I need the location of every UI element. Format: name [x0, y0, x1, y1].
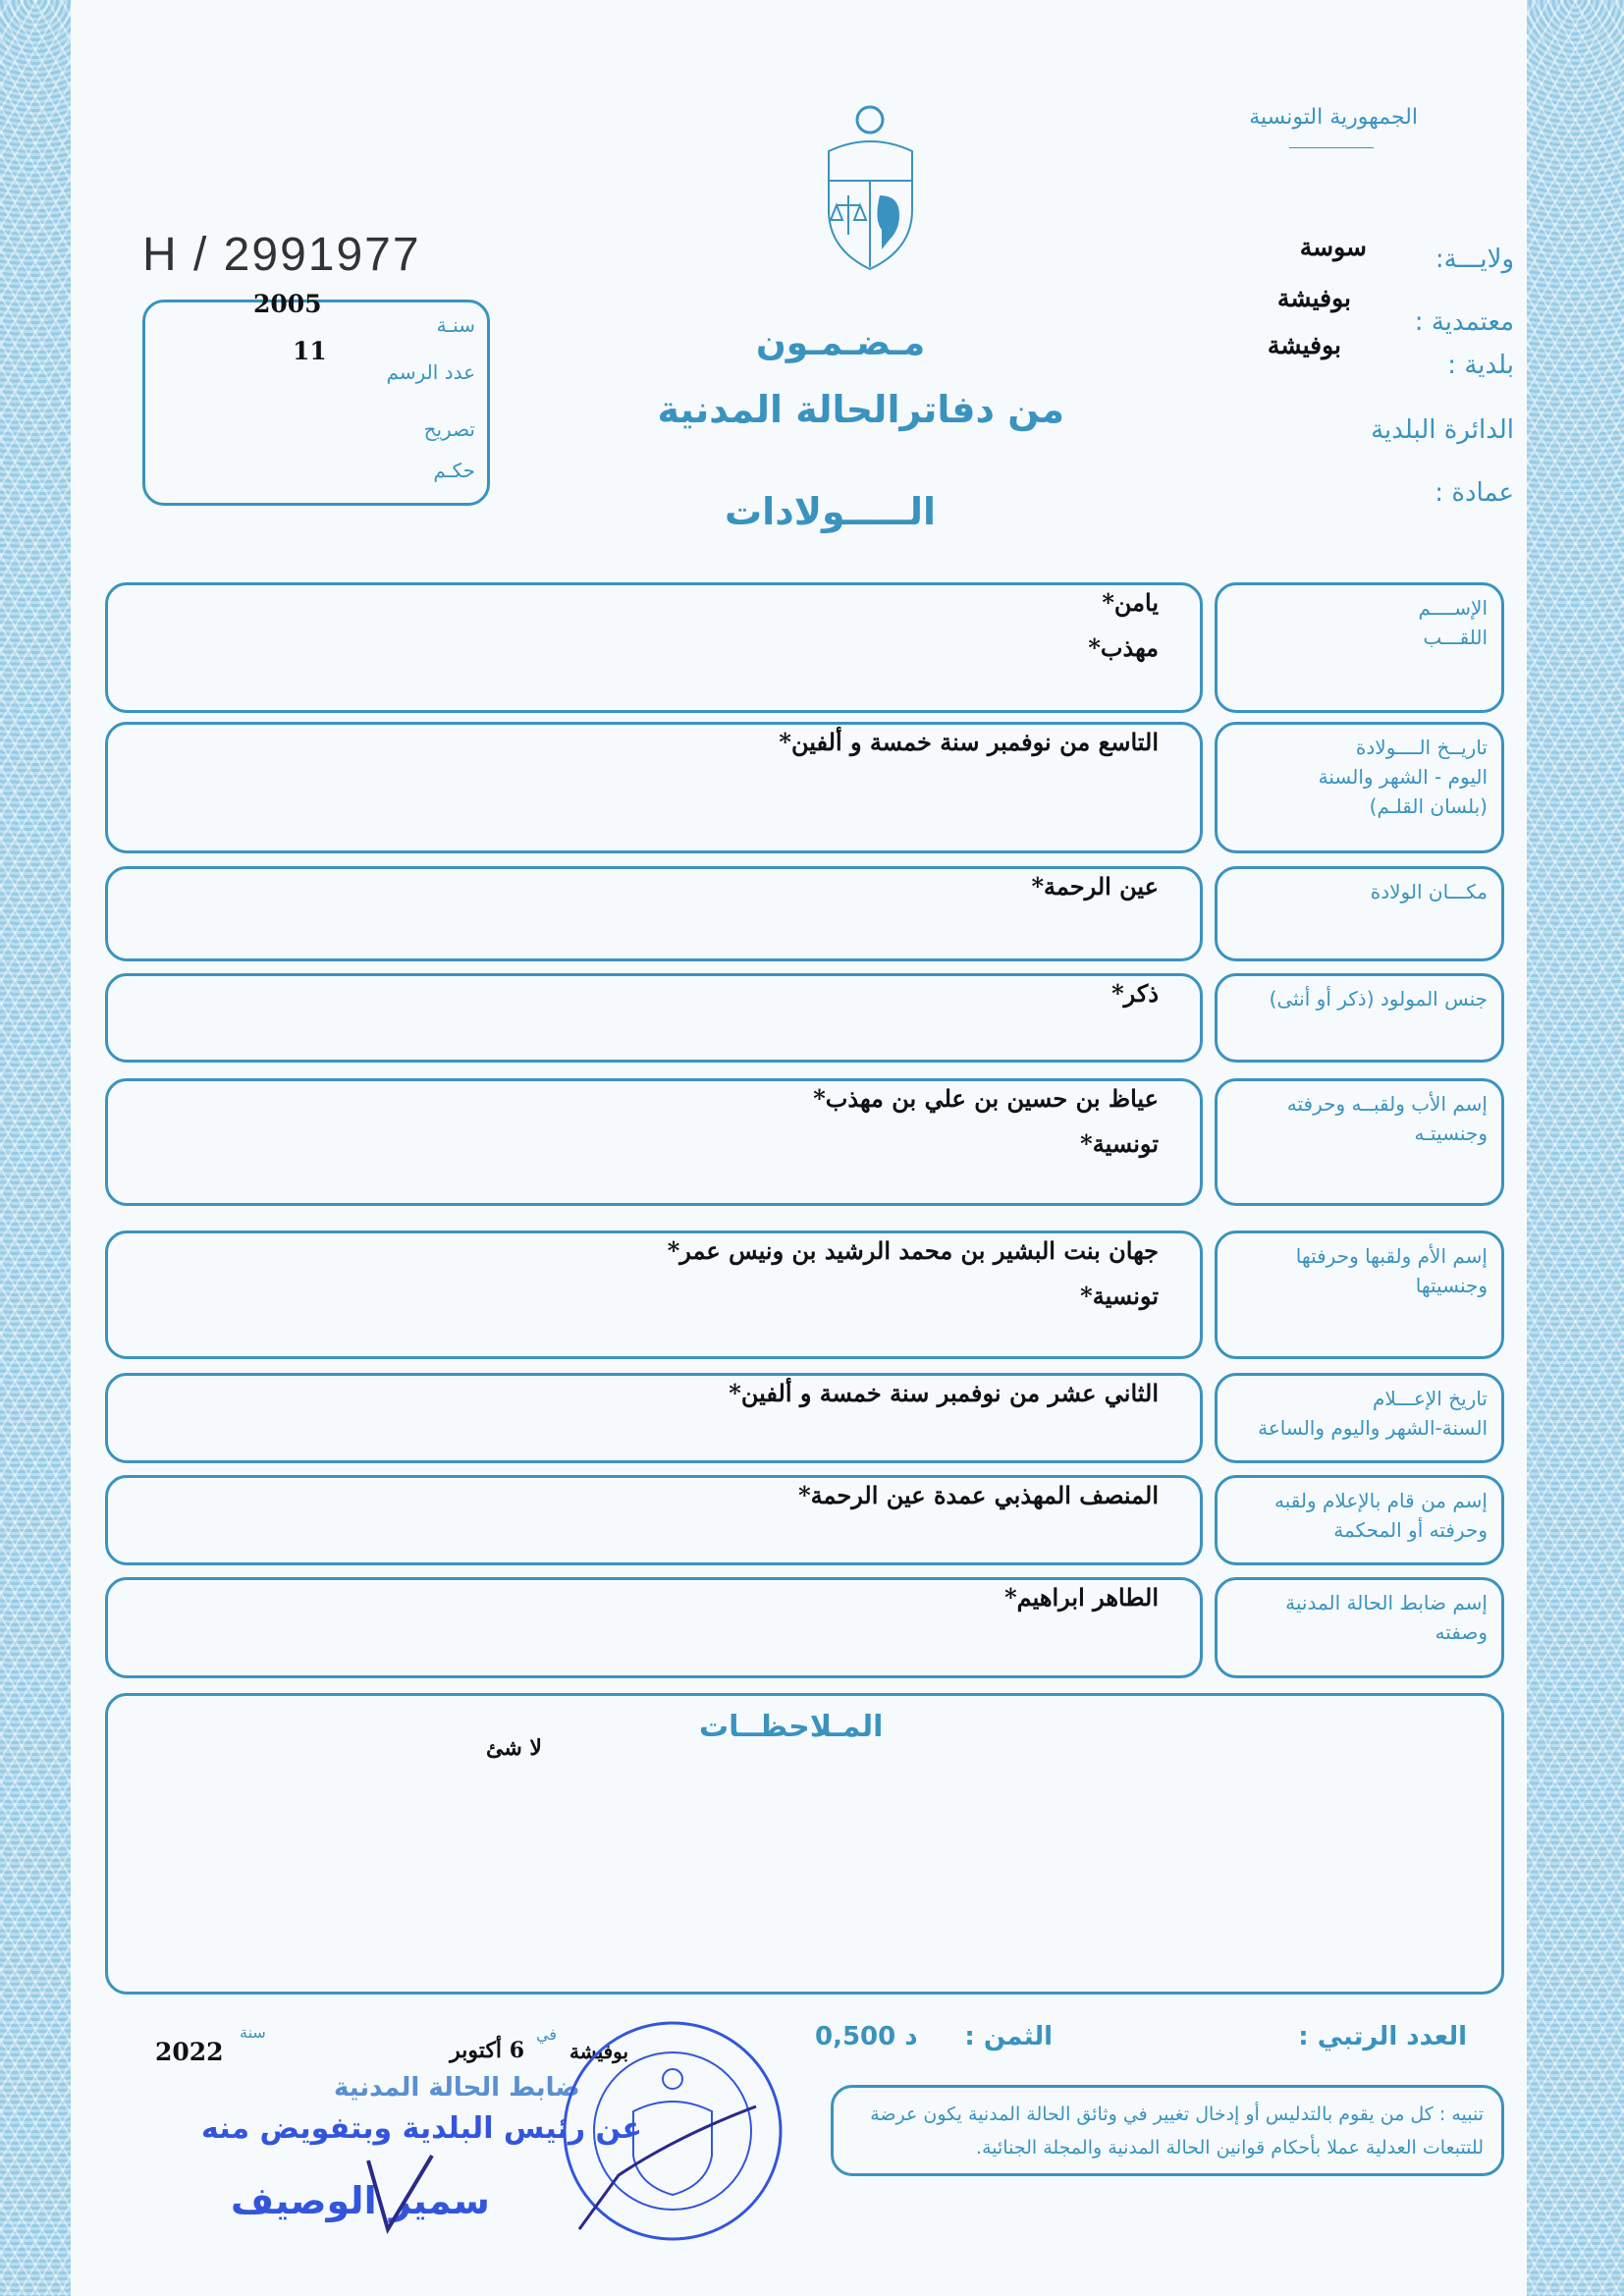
notice-box — [831, 2085, 1504, 2176]
serial-count-label: العدد الرتبي : — [1298, 2022, 1467, 2051]
field-value: يامن* — [1102, 588, 1159, 617]
label-box — [1215, 1577, 1504, 1678]
year-label: سنـة — [436, 313, 475, 337]
field-value: تونسية* — [1080, 1129, 1159, 1158]
label-box — [1215, 1230, 1504, 1359]
document-title: مـضـمـون — [756, 323, 926, 363]
signatory-name-stamp: سمير الوصيف — [231, 2179, 490, 2222]
field-value: التاسع من نوفمبر سنة خمسة و ألفين* — [779, 728, 1159, 756]
field-label: اللقـــب — [1423, 626, 1488, 649]
governorate-label: ولايـــة: — [1435, 245, 1514, 274]
security-border-left — [0, 0, 71, 2296]
municipality-value: بوفيشة — [1267, 331, 1341, 359]
mayor-delegation-stamp: عن رئيس البلدية وبتفويض منه — [201, 2111, 643, 2146]
issue-date: 6 أكتوبر — [450, 2038, 524, 2063]
serial-number: H / 2991977 — [142, 229, 421, 281]
field-value: ذكر* — [1111, 979, 1159, 1008]
officer-title-stamp: ضابط الحالة المدنية — [334, 2073, 580, 2103]
act-number-value: 11 — [293, 337, 327, 365]
section-title: الـــــولادات — [725, 490, 937, 533]
field-label: (بلسان القلـم) — [1369, 794, 1488, 818]
field-label: إسم ضابط الحالة المدنية — [1285, 1591, 1488, 1614]
field-label: السنة-الشهر واليوم والساعة — [1258, 1416, 1488, 1440]
label-box — [1215, 1373, 1504, 1463]
field-label: إسم الأب ولقبــه وحرفته — [1286, 1092, 1488, 1116]
issue-year-label: سنة — [240, 2023, 266, 2042]
label-box — [1215, 866, 1504, 961]
district-label: الدائرة البلدية — [1371, 415, 1514, 445]
divider-ornament — [1289, 147, 1374, 148]
field-label: إسم من قام بالإعلام ولقبه — [1274, 1489, 1488, 1512]
issue-place: بوفيشة — [569, 2040, 629, 2063]
security-border-right — [1527, 0, 1624, 2296]
field-value: جهان بنت البشير بن محمد الرشيد بن ونيس عمر* — [667, 1236, 1159, 1265]
label-box — [1215, 1078, 1504, 1206]
field-label: وجنسيتها — [1415, 1274, 1488, 1297]
governorate-value: سوسة — [1299, 233, 1367, 261]
delegation-value: بوفيشة — [1276, 284, 1351, 312]
field-label: تاريخ الإعـــلام — [1373, 1387, 1488, 1410]
field-value: تونسية* — [1080, 1282, 1159, 1310]
judgment-label: حكـم — [433, 459, 475, 482]
value-box — [105, 973, 1203, 1063]
field-label: مكـــان الولادة — [1370, 880, 1488, 903]
remarks-label: المـلاحظــات — [699, 1710, 884, 1744]
year-value: 2005 — [253, 290, 322, 318]
field-value: عياظ بن حسين بن علي بن مهذب* — [813, 1084, 1159, 1113]
republic-title: الجمهورية التونسية — [1249, 105, 1418, 130]
legal-notice: تنبيه : كل من يقوم بالتدليس أو إدخال تغيير في وثائق الحالة المدنية يكون عرضة للتتبعات العدلية عملا بأحكام قوانين الحالة المدنية والمجلة الجنائية. — [870, 2104, 1484, 2159]
price-label: الثمن : — [964, 2022, 1053, 2051]
field-label: وجنسيتـه — [1414, 1121, 1488, 1145]
signature — [363, 2151, 442, 2239]
label-box — [1215, 973, 1504, 1063]
label-box — [1215, 722, 1504, 853]
sector-label: عمادة : — [1435, 478, 1514, 508]
field-label: وصفته — [1435, 1620, 1488, 1644]
field-value: الثاني عشر من نوفمبر سنة خمسة و ألفين* — [729, 1379, 1159, 1407]
label-box — [1215, 582, 1504, 713]
field-value: المنصف المهذبي عمدة عين الرحمة* — [798, 1481, 1159, 1509]
delegation-label: معتمدية : — [1414, 307, 1514, 337]
field-value: مهذب* — [1088, 633, 1159, 662]
act-number-label: عدد الرسم — [386, 360, 475, 384]
declaration-label: تصريح — [423, 417, 475, 441]
field-value: الطاهر ابراهيم* — [1004, 1583, 1159, 1612]
issue-in-label: في — [536, 2025, 557, 2044]
tunisia-emblem — [819, 102, 922, 271]
document-subtitle: من دفاترالحالة المدنية — [657, 388, 1064, 431]
field-value: عين الرحمة* — [1031, 872, 1159, 901]
label-box — [1215, 1475, 1504, 1565]
issue-year: 2022 — [155, 2038, 224, 2066]
municipality-label: بلدية : — [1447, 351, 1514, 380]
remarks-value: لا شئ — [486, 1735, 542, 1761]
field-label: وحرفته أو المحكمة — [1333, 1518, 1488, 1542]
field-label: جنس المولود (ذكر أو أنثى) — [1269, 987, 1488, 1011]
field-label: تاريــخ الــــولادة — [1355, 736, 1488, 759]
value-box — [105, 582, 1203, 713]
price-value: 0,500 د — [815, 2022, 918, 2051]
field-label: اليوم - الشهر والسنة — [1318, 765, 1488, 789]
field-label: إسم الأم ولقبها وحرفتها — [1295, 1244, 1488, 1268]
field-label: الإســــم — [1418, 596, 1488, 620]
municipal-seal — [560, 2018, 785, 2244]
